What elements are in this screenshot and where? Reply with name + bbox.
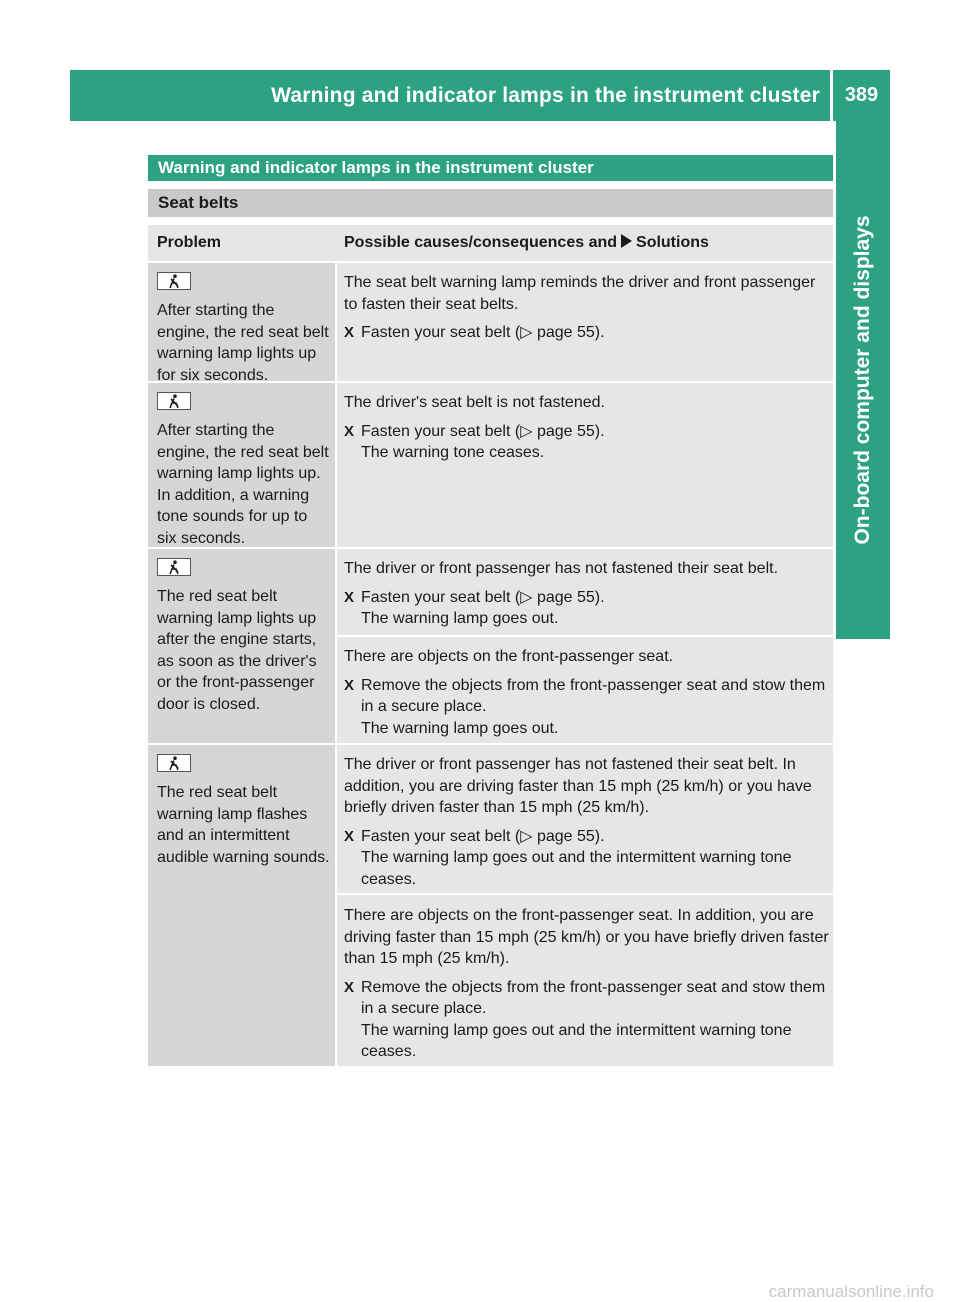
cause-cell-3-2 xyxy=(337,637,833,743)
solution-step xyxy=(344,675,829,740)
problem-text: After starting the engine, the red seat belt warning lamp lights up for six seconds. xyxy=(157,302,329,384)
cause-cell-1-1 xyxy=(337,263,833,381)
step-text: Fasten your seat belt (▷ page 55). xyxy=(361,422,605,440)
cause-cell-2-1 xyxy=(337,383,833,547)
column-header-solutions-label: Solutions xyxy=(636,234,709,251)
step-result: The warning lamp goes out and the intermittent warning tone ceases. xyxy=(361,1021,792,1060)
step-marker-icon: X xyxy=(344,422,355,440)
seat-belt-warning-icon xyxy=(157,558,191,576)
step-marker-icon: X xyxy=(344,676,355,694)
cause-text: The driver or front passenger has not fastened their seat belt. xyxy=(344,560,779,577)
cause-text: The driver or front passenger has not fastened their seat belt. In addition, you are driving faster than 15 mph (25 km/h) or you have briefly driven faster than 15 mph (25 km/h). xyxy=(344,756,812,816)
watermark: carmanualsonline.info xyxy=(768,1282,934,1301)
problem-text: After starting the engine, the red seat belt warning lamp lights up. In addition, a warning tone sounds for up to six seconds. xyxy=(157,422,329,547)
solution-step xyxy=(344,322,829,344)
problem-cell-4 xyxy=(148,745,335,1066)
problem-text: The red seat belt warning lamp lights up after the engine starts, as soon as the driver's or the front-passenger door is closed. xyxy=(157,588,317,713)
step-result: The warning tone ceases. xyxy=(361,444,545,461)
problem-text: The red seat belt warning lamp flashes and an intermittent audible warning sounds. xyxy=(157,784,330,866)
step-marker-icon: X xyxy=(344,827,355,845)
subsection-title: Seat belts xyxy=(148,189,833,217)
step-marker-icon: X xyxy=(344,588,355,606)
solution-step xyxy=(344,826,829,891)
seat-belt-warning-icon xyxy=(157,272,191,290)
cause-cell-4-1 xyxy=(337,745,833,893)
section-title: Warning and indicator lamps in the instrument cluster xyxy=(148,155,833,181)
column-header-causes xyxy=(344,225,709,261)
cause-text: The driver's seat belt is not fastened. xyxy=(344,394,605,411)
step-text: Fasten your seat belt (▷ page 55). xyxy=(361,827,605,845)
problem-cell-3 xyxy=(148,549,335,743)
problem-cell-1 xyxy=(148,263,335,384)
step-text: Fasten your seat belt (▷ page 55). xyxy=(361,324,605,341)
step-text: Remove the objects from the front-passenger seat and stow them in a secure place. xyxy=(361,978,826,1017)
step-result: The warning lamp goes out. xyxy=(361,610,559,627)
table-header xyxy=(148,225,833,261)
step-marker-icon: X xyxy=(344,978,355,996)
cause-cell-4-2 xyxy=(337,895,833,1066)
solution-step xyxy=(344,421,829,464)
step-text: Remove the objects from the front-passenger seat and stow them in a secure place. xyxy=(361,676,826,715)
step-marker-icon: X xyxy=(344,324,355,341)
step-text: Fasten your seat belt (▷ page 55). xyxy=(361,588,605,606)
cause-text: There are objects on the front-passenger seat. In addition, you are driving faster than 15 mph (25 km/h) or you have briefly driven faster than 15 mph (25 km/h). xyxy=(344,907,829,967)
header-title: Warning and indicator lamps in the instrument cluster xyxy=(271,84,820,107)
seat-belt-warning-icon xyxy=(157,392,191,410)
page-header xyxy=(70,70,890,121)
arrow-right-icon xyxy=(621,234,632,248)
cause-cell-3-1 xyxy=(337,549,833,635)
chapter-tab xyxy=(836,121,890,639)
chapter-tab-label: On-board computer and displays xyxy=(851,215,874,545)
step-result: The warning lamp goes out. xyxy=(361,719,559,737)
cause-text: The seat belt warning lamp reminds the driver and front passenger to fasten their seat belts. xyxy=(344,274,816,313)
solution-step xyxy=(344,977,829,1063)
step-result: The warning lamp goes out and the intermittent warning tone ceases. xyxy=(361,849,792,888)
solution-step xyxy=(344,587,829,630)
problem-cell-2 xyxy=(148,383,335,547)
cause-text: There are objects on the front-passenger seat. xyxy=(344,648,674,665)
column-header-causes-label: Possible causes/consequences and xyxy=(344,234,618,251)
column-header-problem: Problem xyxy=(157,234,222,251)
page-number: 389 xyxy=(844,84,879,106)
seat-belt-warning-icon xyxy=(157,754,191,772)
